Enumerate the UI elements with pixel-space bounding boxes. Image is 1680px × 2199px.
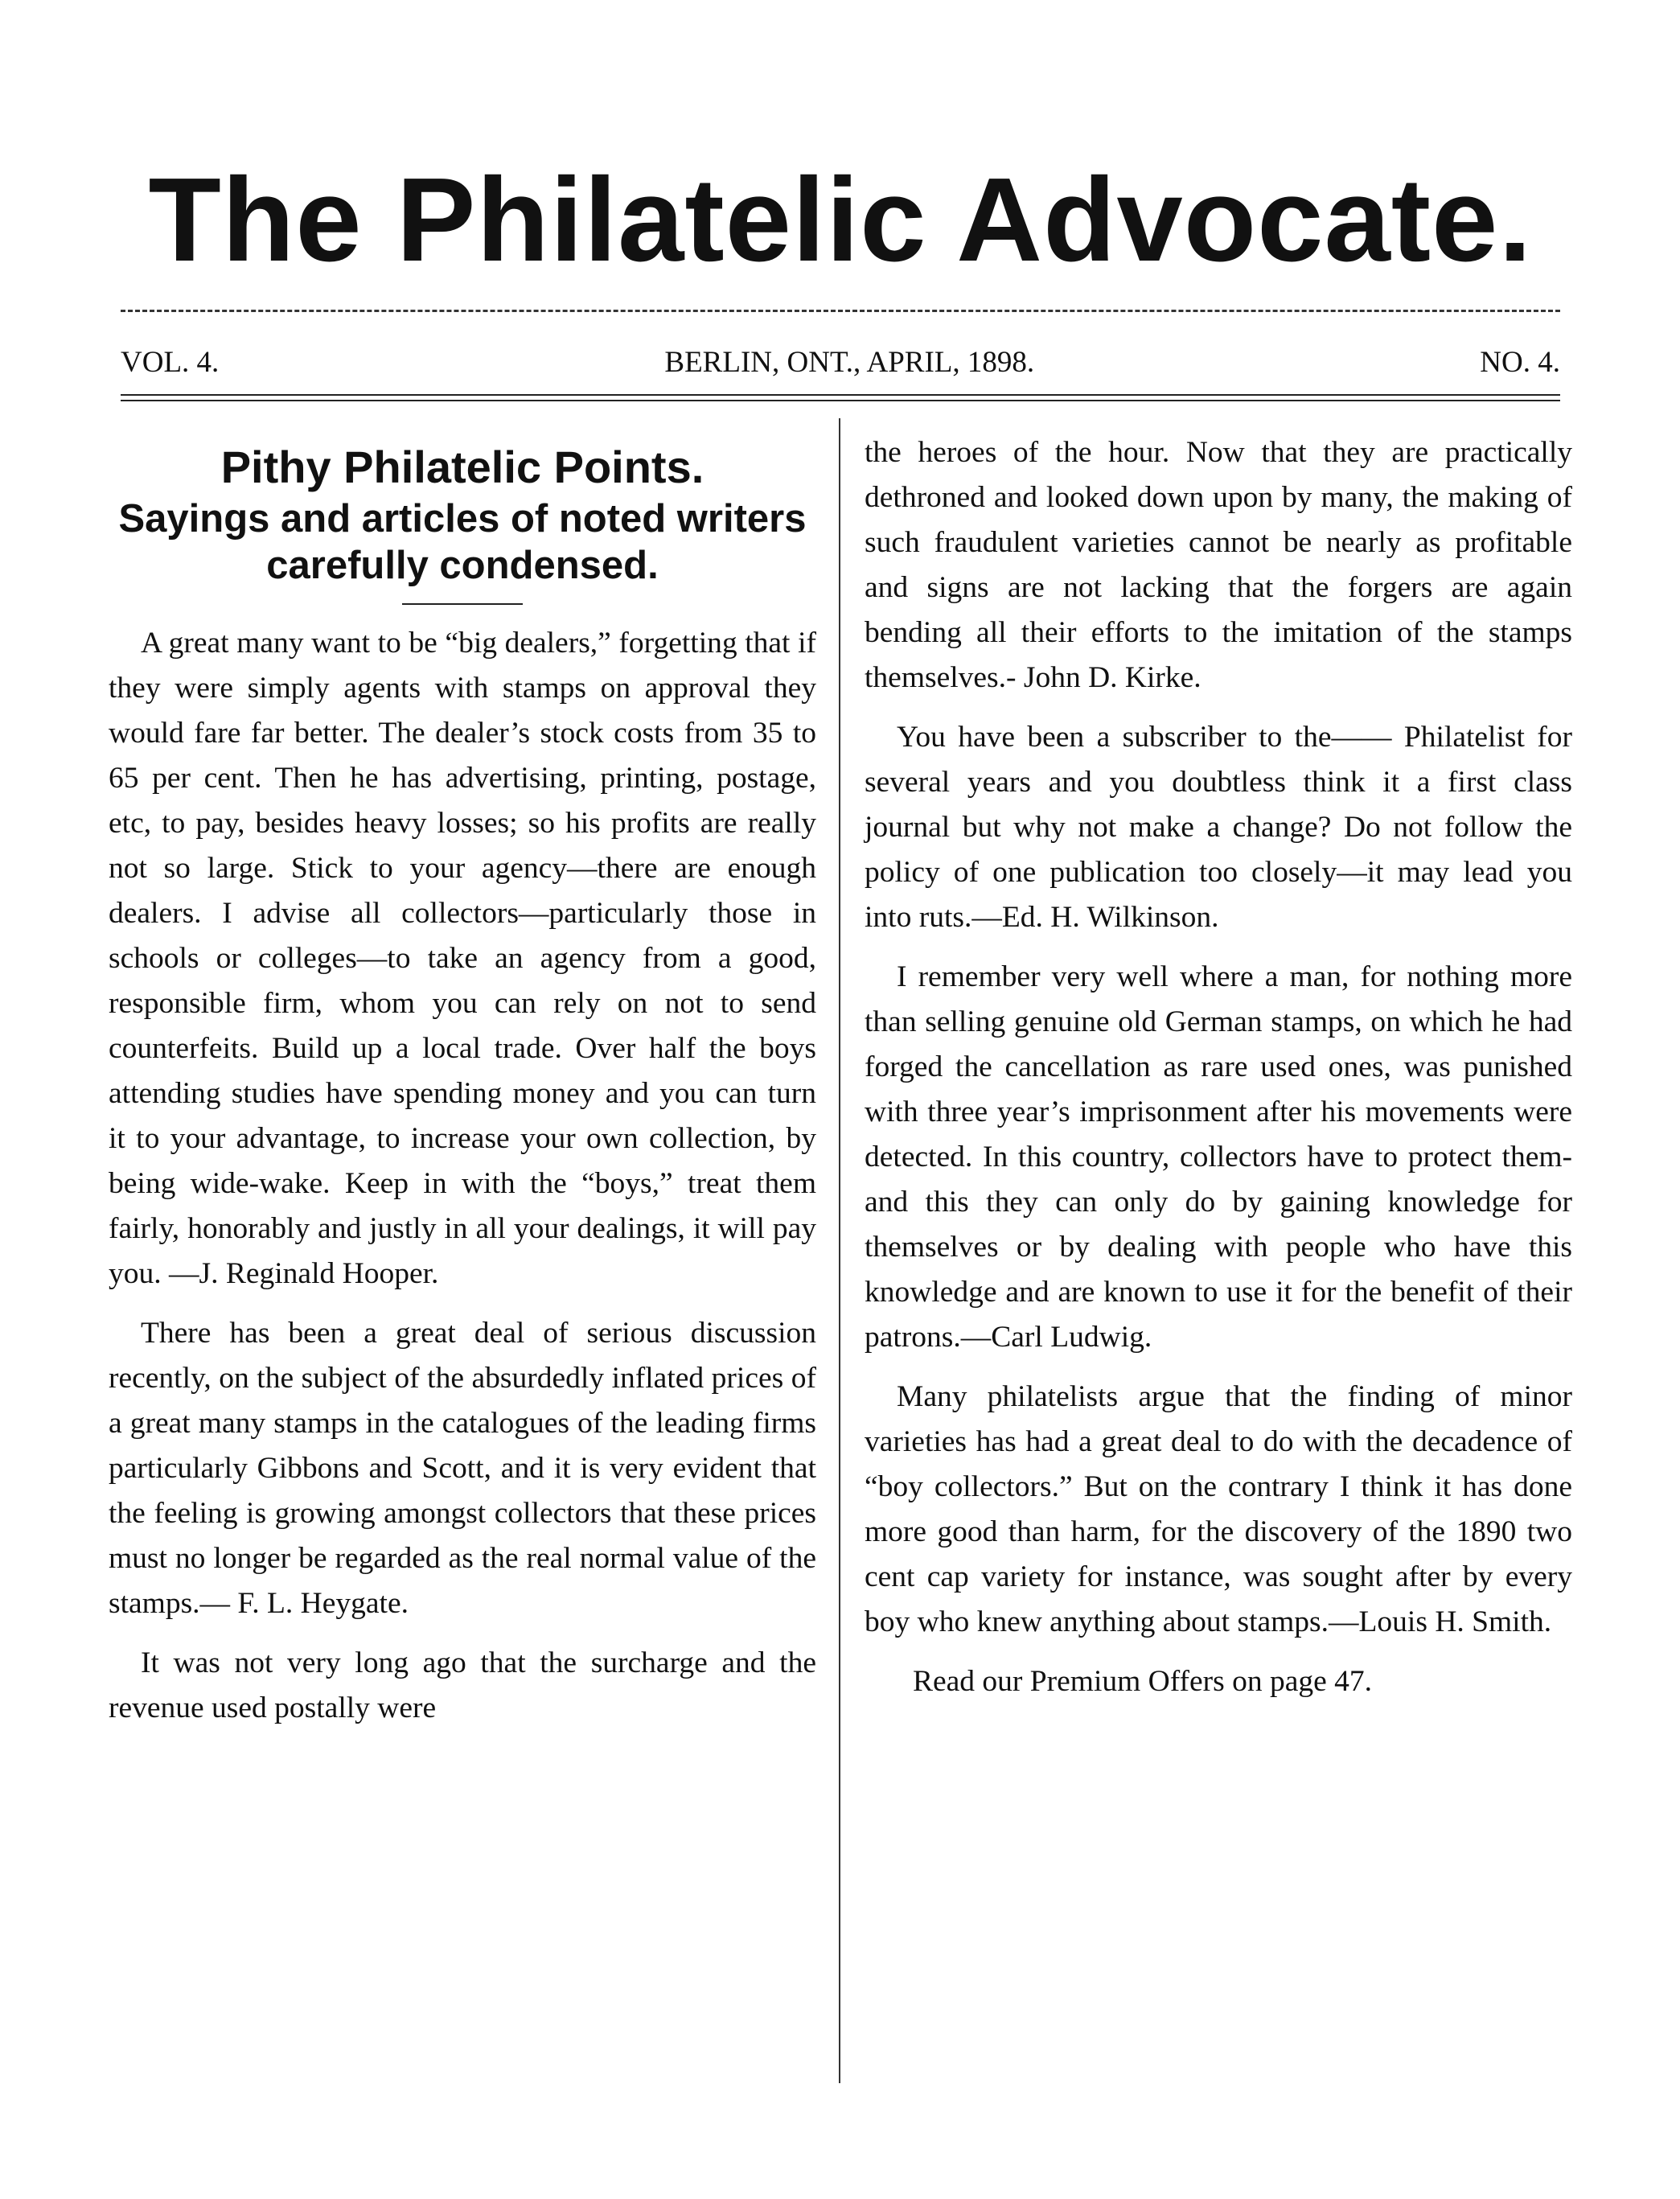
- article-subtitle: Sayings and articles of noted writers carefully condensed.: [118, 497, 807, 587]
- masthead-title: The Philatelic Advocate.: [148, 154, 1533, 286]
- volume-label: VOL. 4.: [121, 345, 220, 379]
- header-double-rule: [121, 394, 1560, 401]
- paragraph-surcharge: It was not very long ago that the surcharge and the revenue used postally were: [109, 1646, 816, 1724]
- column-divider: [839, 418, 840, 2083]
- masthead-rule: [121, 310, 1560, 312]
- paragraph-kirke: the heroes of the hour. Now that they are practically dethroned and looked down upon by many, the making of such fraudulent varieties cannot be nearly as profitable and signs are not lacking that the forgers are again bending all their efforts to the imitation of the stamps themselves.- John D. Kirke.: [865, 436, 1572, 694]
- paragraph-smith: Many philatelists argue that the finding of minor varieties has had a great deal to do with the decadence of “boy collectors.” But on the contrary I think it has done more good than harm, for the discovery of the 1890 two cent cap variety for instance, was sought after by every boy who knew anything about stamps.—Louis H. Smith.: [865, 1380, 1572, 1638]
- right-column: [865, 430, 1572, 1719]
- paragraph-ludwig: I remember very well where a man, for nothing more than selling genuine old German stamps, on which he had forged the cancellation as rare used ones, was punished with three year’s imprisonment after his movements were detected. In this country, collectors have to protect them- and this they can only do by gaining knowledge for themselves or by dealing with people who have this knowledge and are known to use it for the benefit of their patrons.—Carl Ludwig.: [865, 960, 1572, 1354]
- place-date-label: BERLIN, ONT., APRIL, 1898.: [664, 345, 1035, 379]
- article-title: Pithy Philatelic Points.: [220, 442, 704, 492]
- title-divider: [402, 603, 523, 605]
- paragraph-heygate: There has been a great deal of serious discussion recently, on the subject of the absurdedly inflated prices of a great many stamps in the catalogues of the leading firms particularly Gibbons and Scott, and it is very evident that the feeling is growing amongst collectors that these prices must no longer be regarded as the real normal value of the stamps.— F. L. Heygate.: [109, 1317, 816, 1620]
- premium-offers-note: Read our Premium Offers on page 47.: [913, 1665, 1373, 1698]
- issue-line: [121, 342, 1560, 382]
- paragraph-wilkinson: You have been a subscriber to the—— Philatelist for several years and you doubtless think it a first class journal but why not make a change? Do not follow the policy of one publication too closely—it may lead you into ruts.—Ed. H. Wilkinson.: [865, 721, 1572, 934]
- paragraph-hooper: A great many want to be “big dealers,” forgetting that if they were simply agents with stamps on approval they would fare far better. The dealer’s stock costs from 35 to 65 per cent. Then he has advertising, printing, postage, etc, to pay, besides heavy losses; so his profits are really not so large. Stick to your agency—there are enough dealers. I advise all collectors—particularly those in schools or colleges—to take an agency from a good, responsible firm, whom you can rely on not to send counterfeits. Build up a local trade. Over half the boys attending studies have spending money and you can turn it to your advantage, to increase your own collection, by being wide-wake. Keep in with the “boys,” treat them fairly, honorably and justly in all your dealings, it will pay you. —J. Reginald Hooper.: [109, 627, 816, 1290]
- issue-number-label: NO. 4.: [1480, 345, 1560, 379]
- left-column: [109, 434, 816, 1745]
